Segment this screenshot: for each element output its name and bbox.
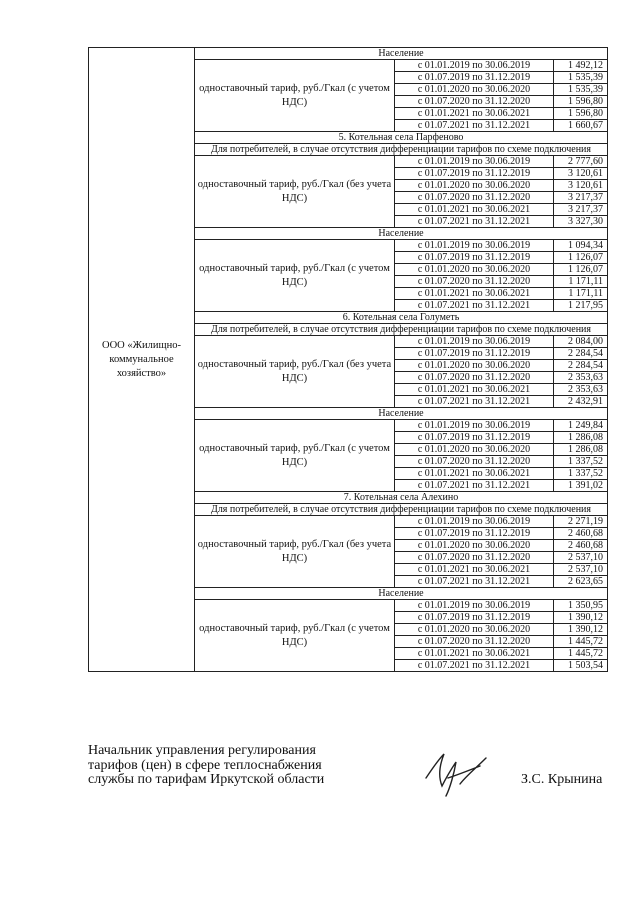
period-cell: с 01.01.2019 по 30.06.2019 bbox=[395, 420, 554, 432]
price-cell: 1 445,72 bbox=[554, 636, 608, 648]
tariff-type: одноставочный тариф, руб./Гкал (с учетом НДС) bbox=[195, 420, 395, 492]
consumer-group: Для потребителей, в случае отсутствия дифференциации тарифов по схеме подключения bbox=[195, 324, 608, 336]
price-cell: 1 503,54 bbox=[554, 660, 608, 672]
price-cell: 1 171,11 bbox=[554, 276, 608, 288]
price-cell: 1 286,08 bbox=[554, 444, 608, 456]
band-row bbox=[89, 48, 608, 60]
price-cell: 3 120,61 bbox=[554, 168, 608, 180]
section-title: 5. Котельная села Парфеново bbox=[195, 132, 608, 144]
handwritten-signature bbox=[420, 748, 510, 798]
period-cell: с 01.07.2020 по 31.12.2020 bbox=[395, 96, 554, 108]
period-cell: с 01.01.2021 по 30.06.2021 bbox=[395, 468, 554, 480]
tariff-type: одноставочный тариф, руб./Гкал (без учета НДС) bbox=[195, 156, 395, 228]
price-cell: 3 217,37 bbox=[554, 204, 608, 216]
period-cell: с 01.01.2021 по 30.06.2021 bbox=[395, 648, 554, 660]
period-cell: с 01.07.2020 по 31.12.2020 bbox=[395, 372, 554, 384]
section-title: 6. Котельная села Голуметь bbox=[195, 312, 608, 324]
period-cell: с 01.07.2019 по 31.12.2019 bbox=[395, 348, 554, 360]
price-cell: 3 217,37 bbox=[554, 192, 608, 204]
period-cell: с 01.07.2021 по 31.12.2021 bbox=[395, 396, 554, 408]
price-cell: 1 535,39 bbox=[554, 84, 608, 96]
price-cell: 2 460,68 bbox=[554, 528, 608, 540]
price-cell: 1 660,67 bbox=[554, 120, 608, 132]
price-cell: 1 337,52 bbox=[554, 456, 608, 468]
price-cell: 1 390,12 bbox=[554, 612, 608, 624]
period-cell: с 01.07.2020 по 31.12.2020 bbox=[395, 636, 554, 648]
period-cell: с 01.01.2021 по 30.06.2021 bbox=[395, 564, 554, 576]
price-cell: 1 350,95 bbox=[554, 600, 608, 612]
tariff-type: одноставочный тариф, руб./Гкал (с учетом НДС) bbox=[195, 600, 395, 672]
period-cell: с 01.01.2020 по 30.06.2020 bbox=[395, 360, 554, 372]
period-cell: с 01.01.2020 по 30.06.2020 bbox=[395, 444, 554, 456]
period-cell: с 01.01.2020 по 30.06.2020 bbox=[395, 540, 554, 552]
period-cell: с 01.07.2021 по 31.12.2021 bbox=[395, 480, 554, 492]
period-cell: с 01.07.2019 по 31.12.2019 bbox=[395, 432, 554, 444]
period-cell: с 01.01.2021 по 30.06.2021 bbox=[395, 384, 554, 396]
price-cell: 1 492,12 bbox=[554, 60, 608, 72]
period-cell: с 01.07.2020 по 31.12.2020 bbox=[395, 456, 554, 468]
signer-name: З.С. Крынина bbox=[521, 772, 603, 787]
organization-name: ООО «Жилищно-коммунальное хозяйство» bbox=[89, 48, 195, 672]
price-cell: 2 084,00 bbox=[554, 336, 608, 348]
price-cell: 1 390,12 bbox=[554, 624, 608, 636]
period-cell: с 01.07.2021 по 31.12.2021 bbox=[395, 216, 554, 228]
price-cell: 1 217,95 bbox=[554, 300, 608, 312]
period-cell: с 01.01.2019 по 30.06.2019 bbox=[395, 156, 554, 168]
tariff-type: одноставочный тариф, руб./Гкал (с учетом НДС) bbox=[195, 240, 395, 312]
price-cell: 2 623,65 bbox=[554, 576, 608, 588]
price-cell: 2 271,19 bbox=[554, 516, 608, 528]
period-cell: с 01.01.2020 по 30.06.2020 bbox=[395, 624, 554, 636]
price-cell: 1 337,52 bbox=[554, 468, 608, 480]
period-cell: с 01.01.2019 по 30.06.2019 bbox=[395, 240, 554, 252]
price-cell: 2 537,10 bbox=[554, 552, 608, 564]
period-cell: с 01.07.2019 по 31.12.2019 bbox=[395, 612, 554, 624]
price-cell: 1 535,39 bbox=[554, 72, 608, 84]
period-cell: с 01.07.2019 по 31.12.2019 bbox=[395, 252, 554, 264]
signatory-title-line: тарифов (цен) в сфере теплоснабжения bbox=[88, 757, 322, 773]
period-cell: с 01.01.2019 по 30.06.2019 bbox=[395, 600, 554, 612]
signatory-title-line: Начальник управления регулирования bbox=[88, 743, 316, 758]
period-cell: с 01.01.2020 по 30.06.2020 bbox=[395, 180, 554, 192]
consumer-group: Население bbox=[195, 48, 608, 60]
signatory-title-line: службы по тарифам Иркутской области bbox=[88, 772, 325, 787]
price-cell: 1 126,07 bbox=[554, 264, 608, 276]
price-cell: 1 126,07 bbox=[554, 252, 608, 264]
tariff-type: одноставочный тариф, руб./Гкал (с учетом НДС) bbox=[195, 60, 395, 132]
tariff-type: одноставочный тариф, руб./Гкал (без учета НДС) bbox=[195, 516, 395, 588]
consumer-group: Для потребителей, в случае отсутствия дифференциации тарифов по схеме подключения bbox=[195, 504, 608, 516]
period-cell: с 01.01.2019 по 30.06.2019 bbox=[395, 60, 554, 72]
price-cell: 1 445,72 bbox=[554, 648, 608, 660]
period-cell: с 01.01.2020 по 30.06.2020 bbox=[395, 84, 554, 96]
period-cell: с 01.01.2020 по 30.06.2020 bbox=[395, 264, 554, 276]
consumer-group: Население bbox=[195, 588, 608, 600]
period-cell: с 01.07.2021 по 31.12.2021 bbox=[395, 120, 554, 132]
price-cell: 2 777,60 bbox=[554, 156, 608, 168]
price-cell: 3 327,30 bbox=[554, 216, 608, 228]
price-cell: 3 120,61 bbox=[554, 180, 608, 192]
period-cell: с 01.01.2019 по 30.06.2019 bbox=[395, 336, 554, 348]
tariff-type: одноставочный тариф, руб./Гкал (без учета НДС) bbox=[195, 336, 395, 408]
price-cell: 2 353,63 bbox=[554, 384, 608, 396]
price-cell: 2 353,63 bbox=[554, 372, 608, 384]
price-cell: 1 286,08 bbox=[554, 432, 608, 444]
period-cell: с 01.07.2021 по 31.12.2021 bbox=[395, 300, 554, 312]
price-cell: 1 171,11 bbox=[554, 288, 608, 300]
price-cell: 2 537,10 bbox=[554, 564, 608, 576]
price-cell: 2 460,68 bbox=[554, 540, 608, 552]
period-cell: с 01.01.2021 по 30.06.2021 bbox=[395, 288, 554, 300]
price-cell: 1 391,02 bbox=[554, 480, 608, 492]
period-cell: с 01.07.2020 по 31.12.2020 bbox=[395, 276, 554, 288]
consumer-group: Население bbox=[195, 408, 608, 420]
period-cell: с 01.07.2021 по 31.12.2021 bbox=[395, 576, 554, 588]
period-cell: с 01.07.2020 по 31.12.2020 bbox=[395, 192, 554, 204]
consumer-group: Для потребителей, в случае отсутствия дифференциации тарифов по схеме подключения bbox=[195, 144, 608, 156]
period-cell: с 01.01.2021 по 30.06.2021 bbox=[395, 204, 554, 216]
tariff-table bbox=[88, 47, 608, 672]
section-title: 7. Котельная села Алехино bbox=[195, 492, 608, 504]
price-cell: 2 284,54 bbox=[554, 360, 608, 372]
signatory-title bbox=[88, 744, 324, 788]
period-cell: с 01.07.2020 по 31.12.2020 bbox=[395, 552, 554, 564]
period-cell: с 01.07.2021 по 31.12.2021 bbox=[395, 660, 554, 672]
period-cell: с 01.07.2019 по 31.12.2019 bbox=[395, 168, 554, 180]
consumer-group: Население bbox=[195, 228, 608, 240]
period-cell: с 01.07.2019 по 31.12.2019 bbox=[395, 72, 554, 84]
price-cell: 1 596,80 bbox=[554, 96, 608, 108]
price-cell: 2 284,54 bbox=[554, 348, 608, 360]
price-cell: 2 432,91 bbox=[554, 396, 608, 408]
price-cell: 1 094,34 bbox=[554, 240, 608, 252]
price-cell: 1 596,80 bbox=[554, 108, 608, 120]
period-cell: с 01.01.2019 по 30.06.2019 bbox=[395, 516, 554, 528]
price-cell: 1 249,84 bbox=[554, 420, 608, 432]
period-cell: с 01.07.2019 по 31.12.2019 bbox=[395, 528, 554, 540]
period-cell: с 01.01.2021 по 30.06.2021 bbox=[395, 108, 554, 120]
